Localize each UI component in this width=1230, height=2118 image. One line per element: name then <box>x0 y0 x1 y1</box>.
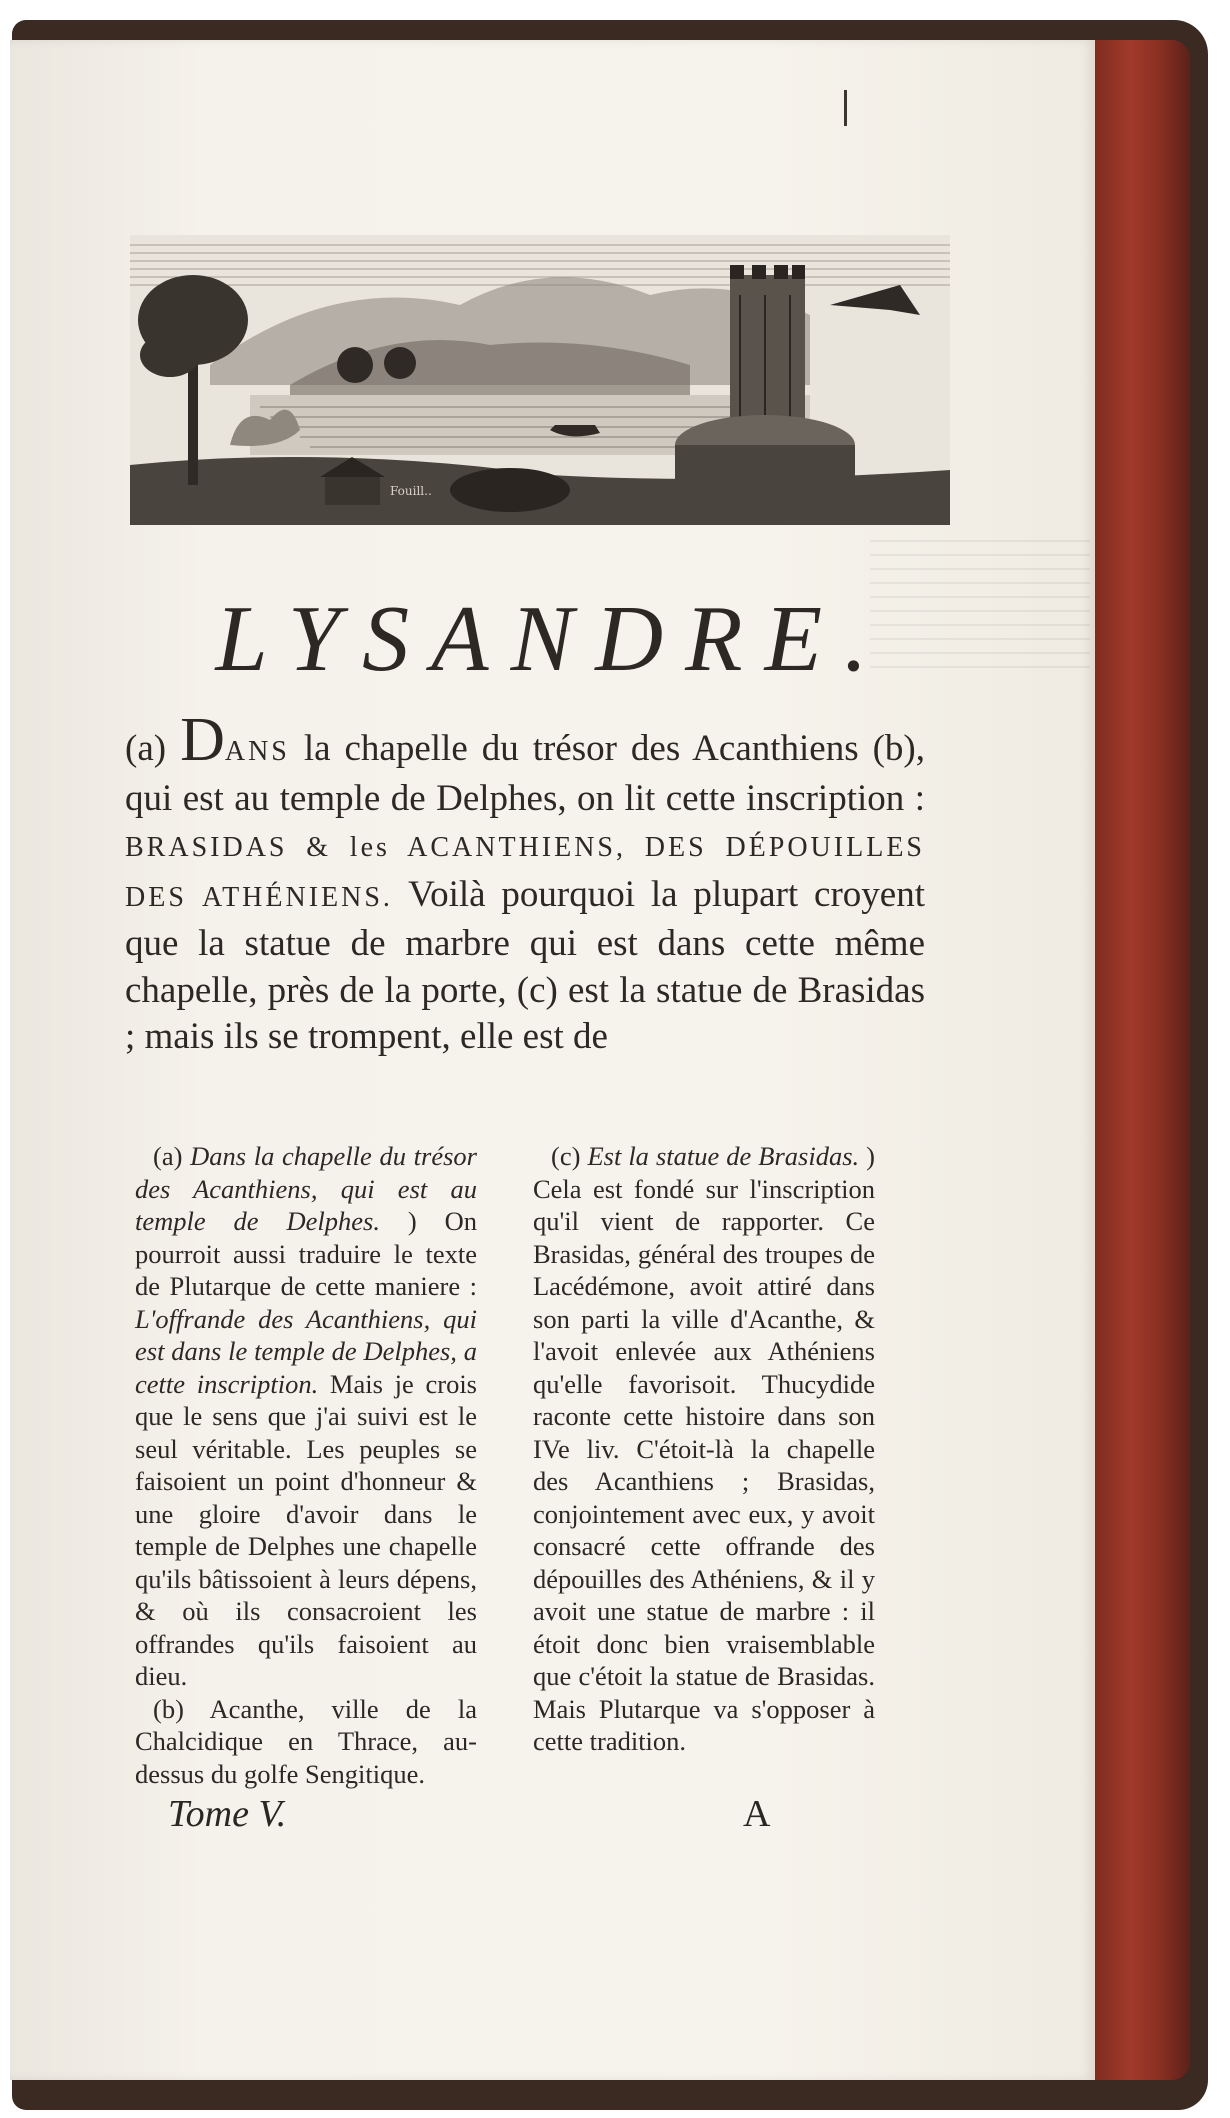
page-edge-red <box>1090 40 1190 2080</box>
main-text-part2: Voilà pourquoi la plupart croyent que la statue de marbre qui est dans cette même chapelle, près de la porte, (c) est la statue de Brasidas ; mais ils se trompent, elle est de <box>125 873 925 1057</box>
footnote-c-text: ) Cela est fondé sur l'inscription qu'il vient de rapporter. Ce Brasidas, général des troupes de Lacédémone, avoit attiré dans son parti la ville d'Acanthe, & l'avoit enlevée aux Athéniens qu'elle favorisoit. Thucydide raconte cette histoire dans son IVe liv. C'étoit-là la chapelle des Acanthiens ; Brasidas, conjointement avec eux, y avoit consacré cette offrande des dépouilles des Athéniens, & il y avoit une statue de marbre : il étoit donc bien vraisemblable que c'étoit la statue de Brasidas. Mais Plutarque va s'opposer à cette tradition. <box>533 1141 875 1756</box>
footnote-b: (b) Acanthe, ville de la Chalcidique en Thrace, au-dessus du golfe Sengitique. <box>135 1693 477 1789</box>
footnote-c <box>533 1140 875 1758</box>
main-text-part1: la chapelle du trésor des Acanthiens (b), qui est au temple de Delphes, on lit cette inscription : <box>125 728 925 819</box>
inscription: BRASIDAS & les ACANTHIENS, DES DÉPOUILLES DES ATHÉNIENS. <box>125 832 925 913</box>
volume-label: Tome V. <box>168 1793 287 1835</box>
footnote-a-mark: (a) <box>153 1141 183 1171</box>
main-text <box>125 706 925 1061</box>
footnote-a-text2: Mais je crois que le sens que j'ai suivi est le seul véritable. Les peuples se faisoient un point d'honneur & une gloire d'avoir dans le temple de Delphes une chapelle qu'ils bâtissoient à leurs dépens, & où ils consacroient les offrandes qu'ils faisoient au dieu. <box>135 1368 477 1691</box>
footnotes-left-column <box>135 1140 477 1790</box>
footnote-a-alt-translation: L'offrande des Acanthiens, qui est dans le temple de Delphes, a cette inscription. <box>135 1303 477 1399</box>
page <box>10 40 1095 2080</box>
dropcap: D <box>180 706 225 774</box>
footnote-c-lemma: Est la statue de Brasidas. <box>587 1141 860 1171</box>
footnotes-right-column <box>533 1140 875 1758</box>
opening-small-caps: ANS <box>224 736 290 767</box>
vignette-signature: Fouill.. <box>390 484 432 498</box>
folio-mark <box>844 90 847 126</box>
note-ref-a: (a) <box>125 728 167 769</box>
footnote-c-mark: (c) <box>551 1141 581 1171</box>
footnote-a <box>135 1140 477 1693</box>
footnote-a-text: ) On pourroit aussi traduire le texte de Plutarque de cette maniere : <box>135 1206 478 1301</box>
footnote-a-lemma: Dans la chapelle du trésor des Acanthiens, qui est au temple de Delphes. <box>135 1141 477 1236</box>
signature-mark: A <box>743 1793 771 1835</box>
page-title: LYSANDRE. <box>215 587 890 691</box>
engraved-vignette <box>130 235 950 525</box>
